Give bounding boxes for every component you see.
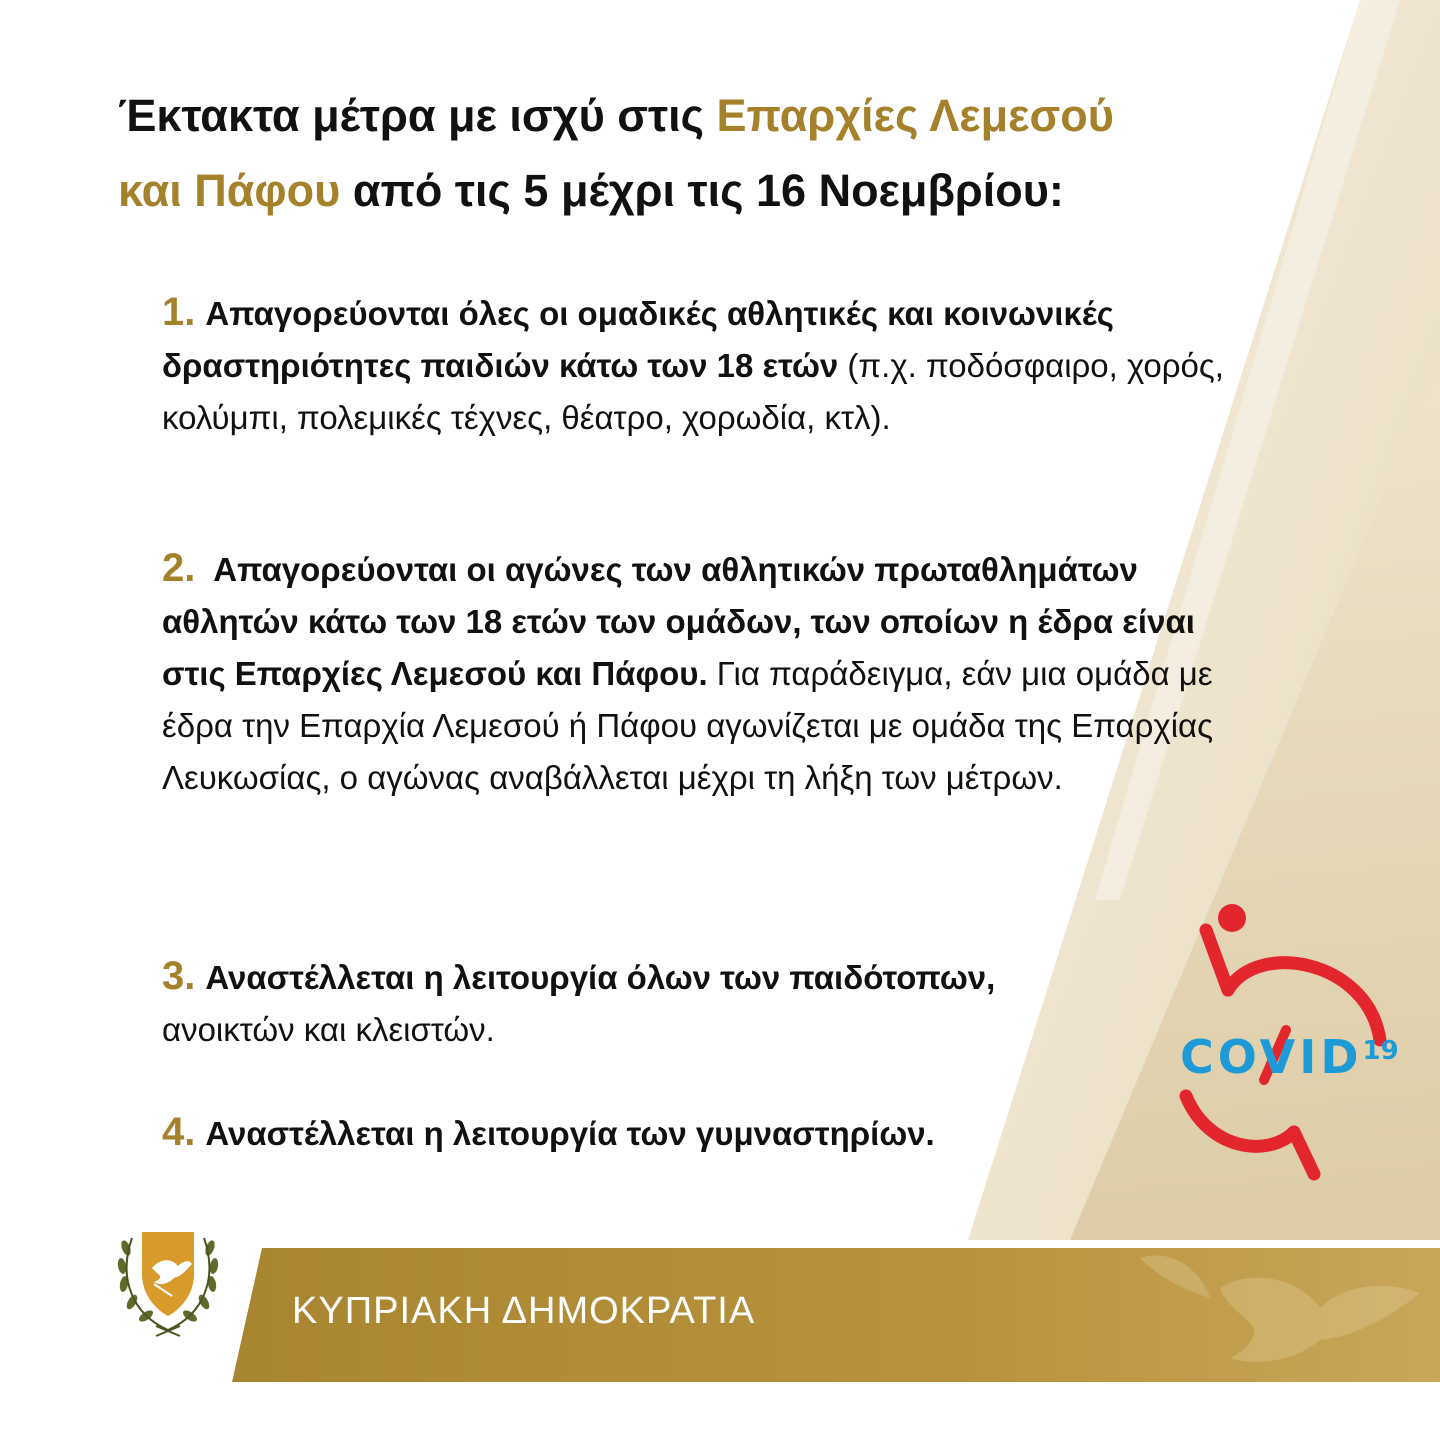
measure-bold-text: Απαγορεύονται όλες οι ομαδικές αθλητικές και κοινωνικές δραστηριότητες παιδιών κάτω των 18 ετών [162, 295, 1114, 384]
headline-part2: από τις 5 μέχρι τις 16 Νοεμβρίου: [340, 165, 1064, 216]
headline-part1: Έκτακτα μέτρα με ισχύ στις [118, 90, 717, 141]
headline [118, 78, 1238, 228]
measure-number: 1. [162, 290, 196, 334]
measure-number: 4. [162, 1110, 196, 1154]
measure-plain-text: ανοικτών και κλειστών. [162, 1011, 495, 1048]
measure-plain-text: Για παράδειγμα, εάν μια ομάδα με έδρα την Επαρχία Λεμεσού ή Πάφου αγωνίζεται με ομάδα της Επαρχίας Λευκωσίας, ο αγώνας αναβάλλεται μέχρι τη λήξη των μέτρων. [162, 655, 1214, 796]
measure-item-4 [162, 1106, 1242, 1160]
cyprus-coat-of-arms-icon [112, 1218, 224, 1338]
measure-number: 3. [162, 954, 196, 998]
footer-title: ΚΥΠΡΙΑΚΗ ΔΗΜΟΚΡΑΤΙΑ [292, 1290, 756, 1332]
headline-highlight-region2: και Πάφου [118, 165, 341, 216]
measure-bold-text: Αναστέλλεται η λειτουργία των γυμναστηρίων. [205, 1115, 935, 1152]
covid19-label [1180, 1030, 1399, 1084]
measure-bold-text: Απαγορεύονται οι αγώνες των αθλητικών πρωταθλημάτων αθλητών κάτω των 18 ετών των ομάδων, των οποίων η έδρα είναι στις Επαρχίες Λεμεσού και Πάφου. [162, 551, 1195, 692]
covid-suffix: 19 [1362, 1036, 1399, 1066]
measure-item-3 [162, 950, 1242, 1056]
measure-bold-text: Αναστέλλεται η λειτουργία όλων των παιδότοπων, [205, 959, 996, 996]
measure-item-1 [162, 286, 1242, 444]
measure-plain-text: (π.χ. ποδόσφαιρο, χορός, κολύμπι, πολεμικές τέχνες, θέατρο, χορωδία, κτλ). [162, 347, 1224, 436]
headline-highlight-region1: Επαρχίες Λεμεσού [716, 90, 1114, 141]
measure-number: 2. [162, 546, 196, 590]
measure-item-2 [162, 542, 1242, 804]
covid-text: COVID [1180, 1030, 1363, 1084]
